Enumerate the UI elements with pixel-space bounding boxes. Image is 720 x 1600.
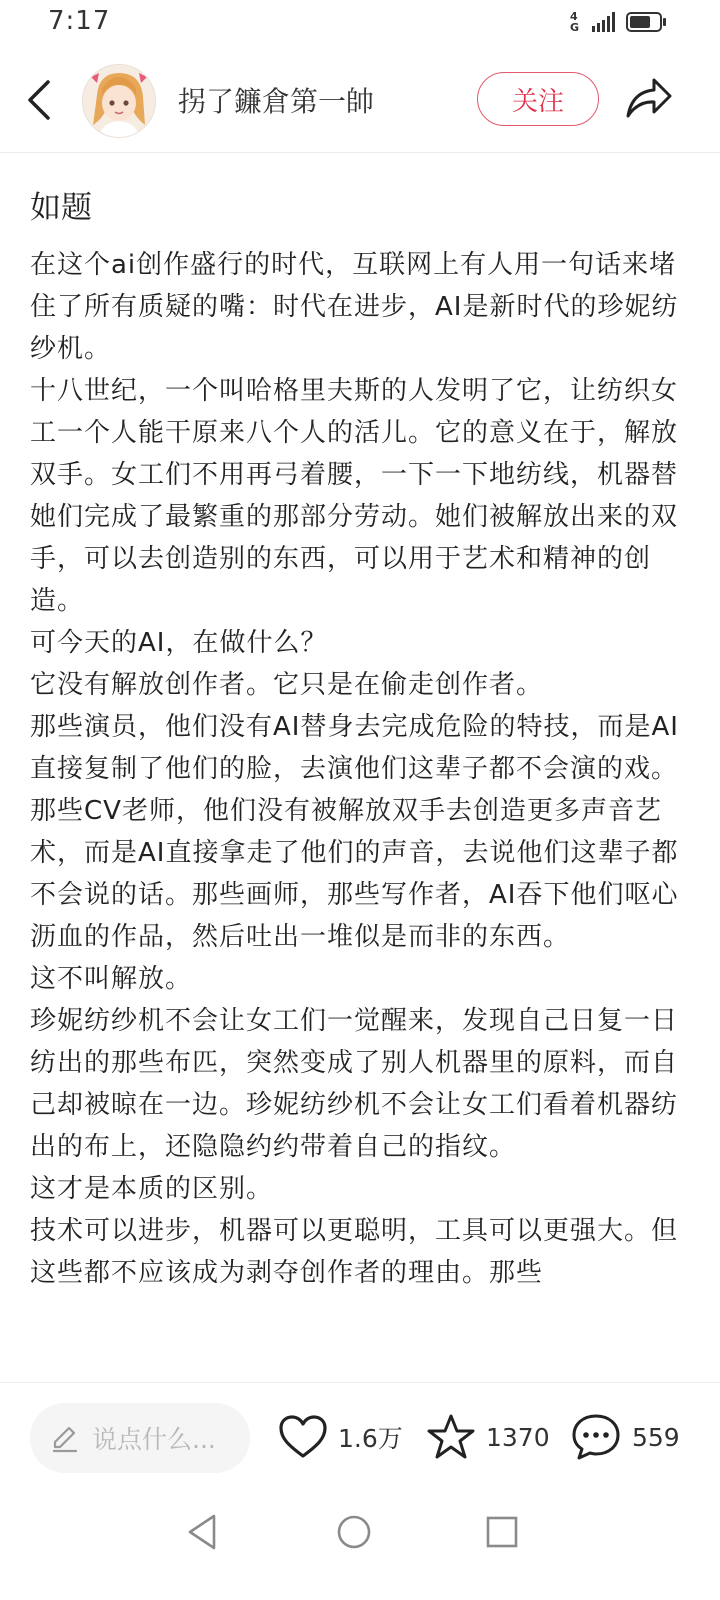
article-paragraph: 这不叫解放。 [30,964,193,994]
bottom-action-bar [0,1382,720,1495]
network-label: 4G [570,10,580,34]
nav-home-button[interactable] [332,1510,376,1554]
nav-recents-button[interactable] [480,1510,524,1554]
back-button[interactable] [22,78,62,122]
heart-icon [278,1414,328,1460]
avatar-image [83,65,155,137]
nav-home-icon [332,1510,376,1554]
status-icons [570,8,668,36]
battery-icon [626,11,668,33]
comments-button[interactable] [570,1411,680,1463]
comment-placeholder: 说点什么... [92,1425,216,1454]
article-paragraph: 技术可以进步，机器可以更聪明，工具可以更强大。但这些都不应该成为剥夺创作者的理由。那些 [30,1216,679,1288]
favorite-count: 1370 [486,1422,550,1452]
system-nav-bar [0,1494,720,1600]
comment-input[interactable] [30,1403,250,1473]
back-icon [22,78,62,122]
share-icon [624,76,674,122]
comment-count: 559 [632,1422,680,1452]
star-icon [426,1413,476,1461]
like-count: 1.6万 [338,1424,403,1453]
favorite-button[interactable] [426,1411,550,1463]
pencil-icon [50,1423,80,1453]
follow-button[interactable]: 关注 [477,72,599,126]
article-paragraph: 它没有解放创作者。它只是在偷走创作者。 [30,670,544,700]
signal-icon [592,12,618,32]
article-paragraph: 珍妮纺纱机不会让女工们一觉醒来，发现自己日复一日纺出的那些布匹，突然变成了别人机器里的原料，而自己却被晾在一边。珍妮纺纱机不会让女工们看着机器纺出的布上，还隐隐约约带着自己的指纹。 [30,1006,679,1162]
article-title: 如题 [30,190,92,226]
article-paragraph: 这才是本质的区别。 [30,1174,274,1204]
share-button[interactable] [624,76,674,122]
nav-recents-icon [480,1510,524,1554]
nav-back-icon [182,1510,226,1554]
like-button[interactable] [278,1411,403,1463]
status-bar [0,0,720,44]
comment-icon [570,1412,622,1462]
article-paragraph: 在这个ai创作盛行的时代，互联网上有人用一句话来堵住了所有质疑的嘴：时代在进步，AI是新时代的珍妮纺纱机。 [30,250,679,364]
article-body [30,186,690,1382]
status-time: 7:17 [48,6,111,36]
avatar[interactable] [82,64,156,138]
article-paragraph: 那些演员，他们没有AI替身去完成危险的特技，而是AI直接复制了他们的脸，去演他们这辈子都不会演的戏。那些CV老师，他们没有被解放双手去创造更多声音艺术，而是AI直接拿走了他们的声音，去说他们这辈子都不会说的话。那些画师，那些写作者，AI吞下他们呕心沥血的作品，然后吐出一堆似是而非的东西。 [30,712,679,952]
author-name[interactable]: 拐了鐮倉第一帥 [178,85,375,118]
article-paragraph: 十八世纪，一个叫哈格里夫斯的人发明了它，让纺织女工一个人能干原来八个人的活儿。它的意义在于，解放双手。女工们不用再弓着腰，一下一下地纺线，机器替她们完成了最繁重的那部分劳动。她们被解放出来的双手，可以去创造别的东西，可以用于艺术和精神的创造。 [30,376,679,616]
article-paragraph: 可今天的AI，在做什么？ [30,628,328,658]
post-header [0,52,720,153]
nav-back-button[interactable] [182,1510,226,1554]
